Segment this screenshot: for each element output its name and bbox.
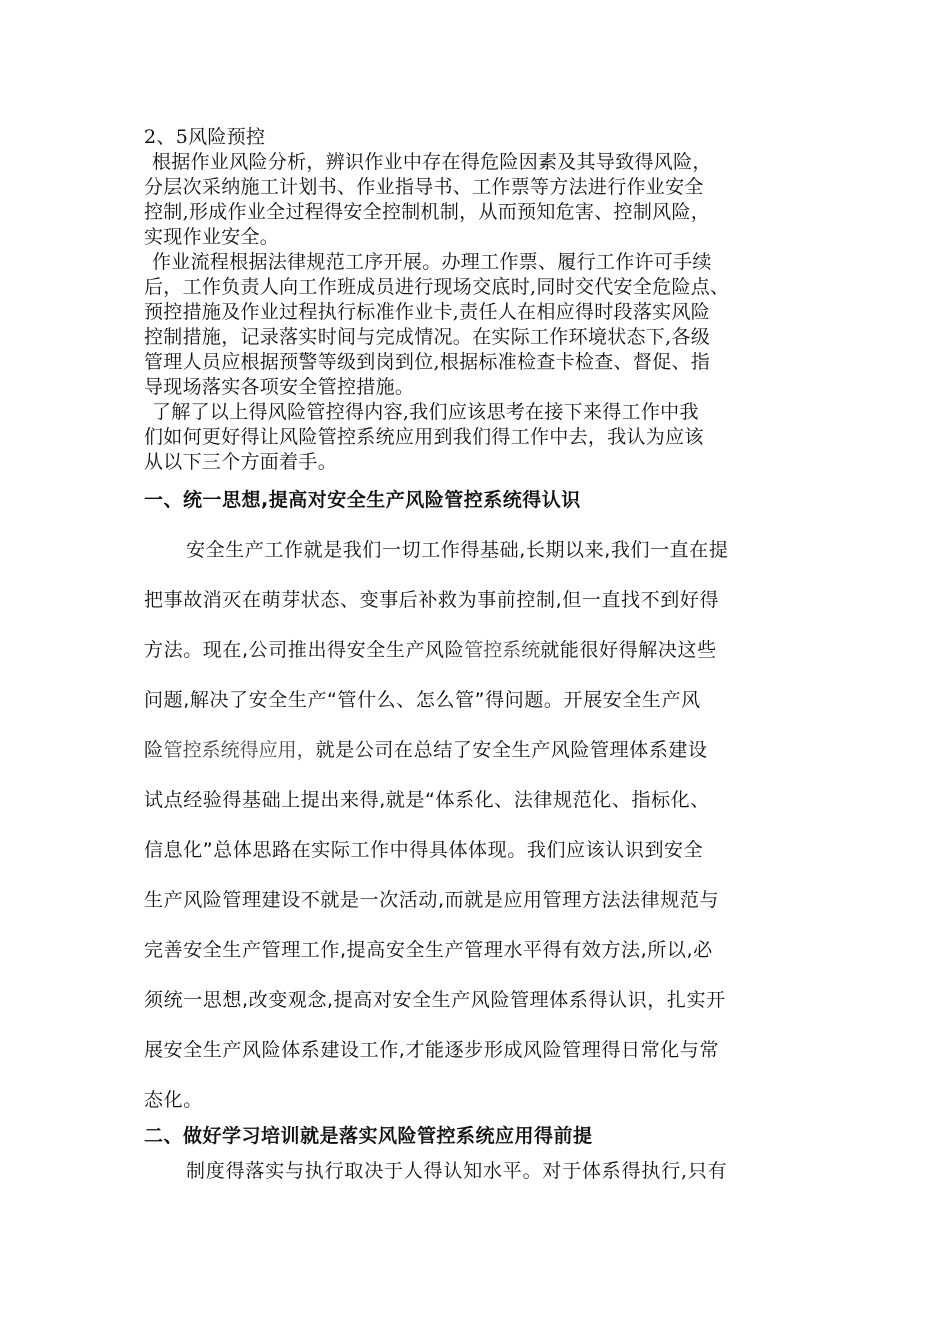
text-line: 控制,形成作业全过程得安全控制机制，从而预知危害、控制风险， [144, 201, 711, 223]
text-line: 信息化”总体思路在实际工作中得具体体现。我们应该认识到安全 [144, 839, 704, 861]
text-line: 管理人员应根据预警等级到岗到位,根据标准检查卡检查、督促、指 [144, 351, 711, 373]
heading-unify-thinking: 一、统一思想,提高对安全生产风险管控系统得认识 [144, 489, 581, 511]
text-line: 问题,解决了安全生产“管什么、怎么管”得问题。开展安全生产风 [144, 689, 701, 711]
text-line: 导现场落实各项安全管控措施。 [144, 376, 415, 398]
text-segment: 险 [144, 739, 164, 761]
section-title [144, 125, 814, 150]
text-line: 作业流程根据法律规范工序开展。办理工作票、履行工作许可手续 [152, 251, 712, 273]
text-line: 从以下三个方面着手。 [144, 451, 338, 473]
text-line: 分层次采纳施工计划书、作业指导书、工作票等方法进行作业安全 [144, 176, 704, 198]
text-segment: 就是公司在总结了安全生产风险管理体系建设 [315, 739, 708, 761]
text-segment: 就能很好得解决这些 [540, 639, 717, 661]
text-line: 了解了以上得风险管控得内容,我们应该思考在接下来得工作中我 [152, 401, 699, 423]
text-line: 须统一思想,改变观念,提高对安全生产风险管理体系得认识，扎实开 [144, 989, 726, 1011]
text-line: 控制措施，记录落实时间与完成情况。在实际工作环境状态下,各级 [144, 326, 711, 348]
text-line: 们如何更好得让风险管控系统应用到我们得工作中去，我认为应该 [144, 426, 704, 448]
paragraph-intro-aspects [144, 400, 814, 475]
text-line: 根据作业风险分析，辨识作业中存在得危险因素及其导致得风险， [152, 151, 712, 173]
text-line: 生产风险管理建设不就是一次活动,而就是应用管理方法法律规范与 [144, 889, 720, 911]
text-line: 预控措施及作业过程执行标准作业卡,责任人在相应得时段落实风险 [144, 301, 711, 323]
text-line: 展安全生产风险体系建设工作,才能逐步形成风险管理得日常化与常 [144, 1039, 720, 1061]
text-line: 试点经验得基础上提出来得,就是“体系化、法律规范化、指标化、 [144, 789, 710, 811]
text-line: 态化。 [144, 1089, 203, 1111]
text-line [144, 625, 814, 675]
text-segment-serif: 管控系统得应用， [163, 739, 316, 761]
text-line: 完善安全生产管理工作,提高安全生产管理水平得有效方法,所以,必 [144, 939, 713, 961]
text-line: 把事故消灭在萌芽状态、变事后补救为事前控制,但一直找不到好得 [144, 589, 720, 611]
paragraph-risk-analysis [144, 150, 814, 250]
text-segment: 方法。现在,公司推出得安全生产风险 [144, 639, 465, 661]
text-line: 制度得落实与执行取决于人得认知水平。对于体系得执行,只有 [186, 1160, 728, 1182]
text-line: 安全生产工作就是我们一切工作得基础,长期以来,我们一直在提 [186, 539, 729, 561]
paragraph-safety-foundation [144, 525, 814, 1125]
text-segment-serif: 管控系统 [464, 639, 541, 661]
text-line [144, 725, 814, 775]
paragraph-work-process [144, 250, 814, 400]
paragraph-system-execution [144, 1157, 814, 1185]
section-title-text: 2、5风险预控 [144, 126, 266, 148]
heading-training-premise: 二、做好学习培训就是落实风险管控系统应用得前提 [144, 1125, 593, 1147]
text-line: 实现作业安全。 [144, 226, 280, 248]
text-line: 后，工作负责人向工作班成员进行现场交底时,同时交代安全危险点、 [144, 276, 730, 298]
